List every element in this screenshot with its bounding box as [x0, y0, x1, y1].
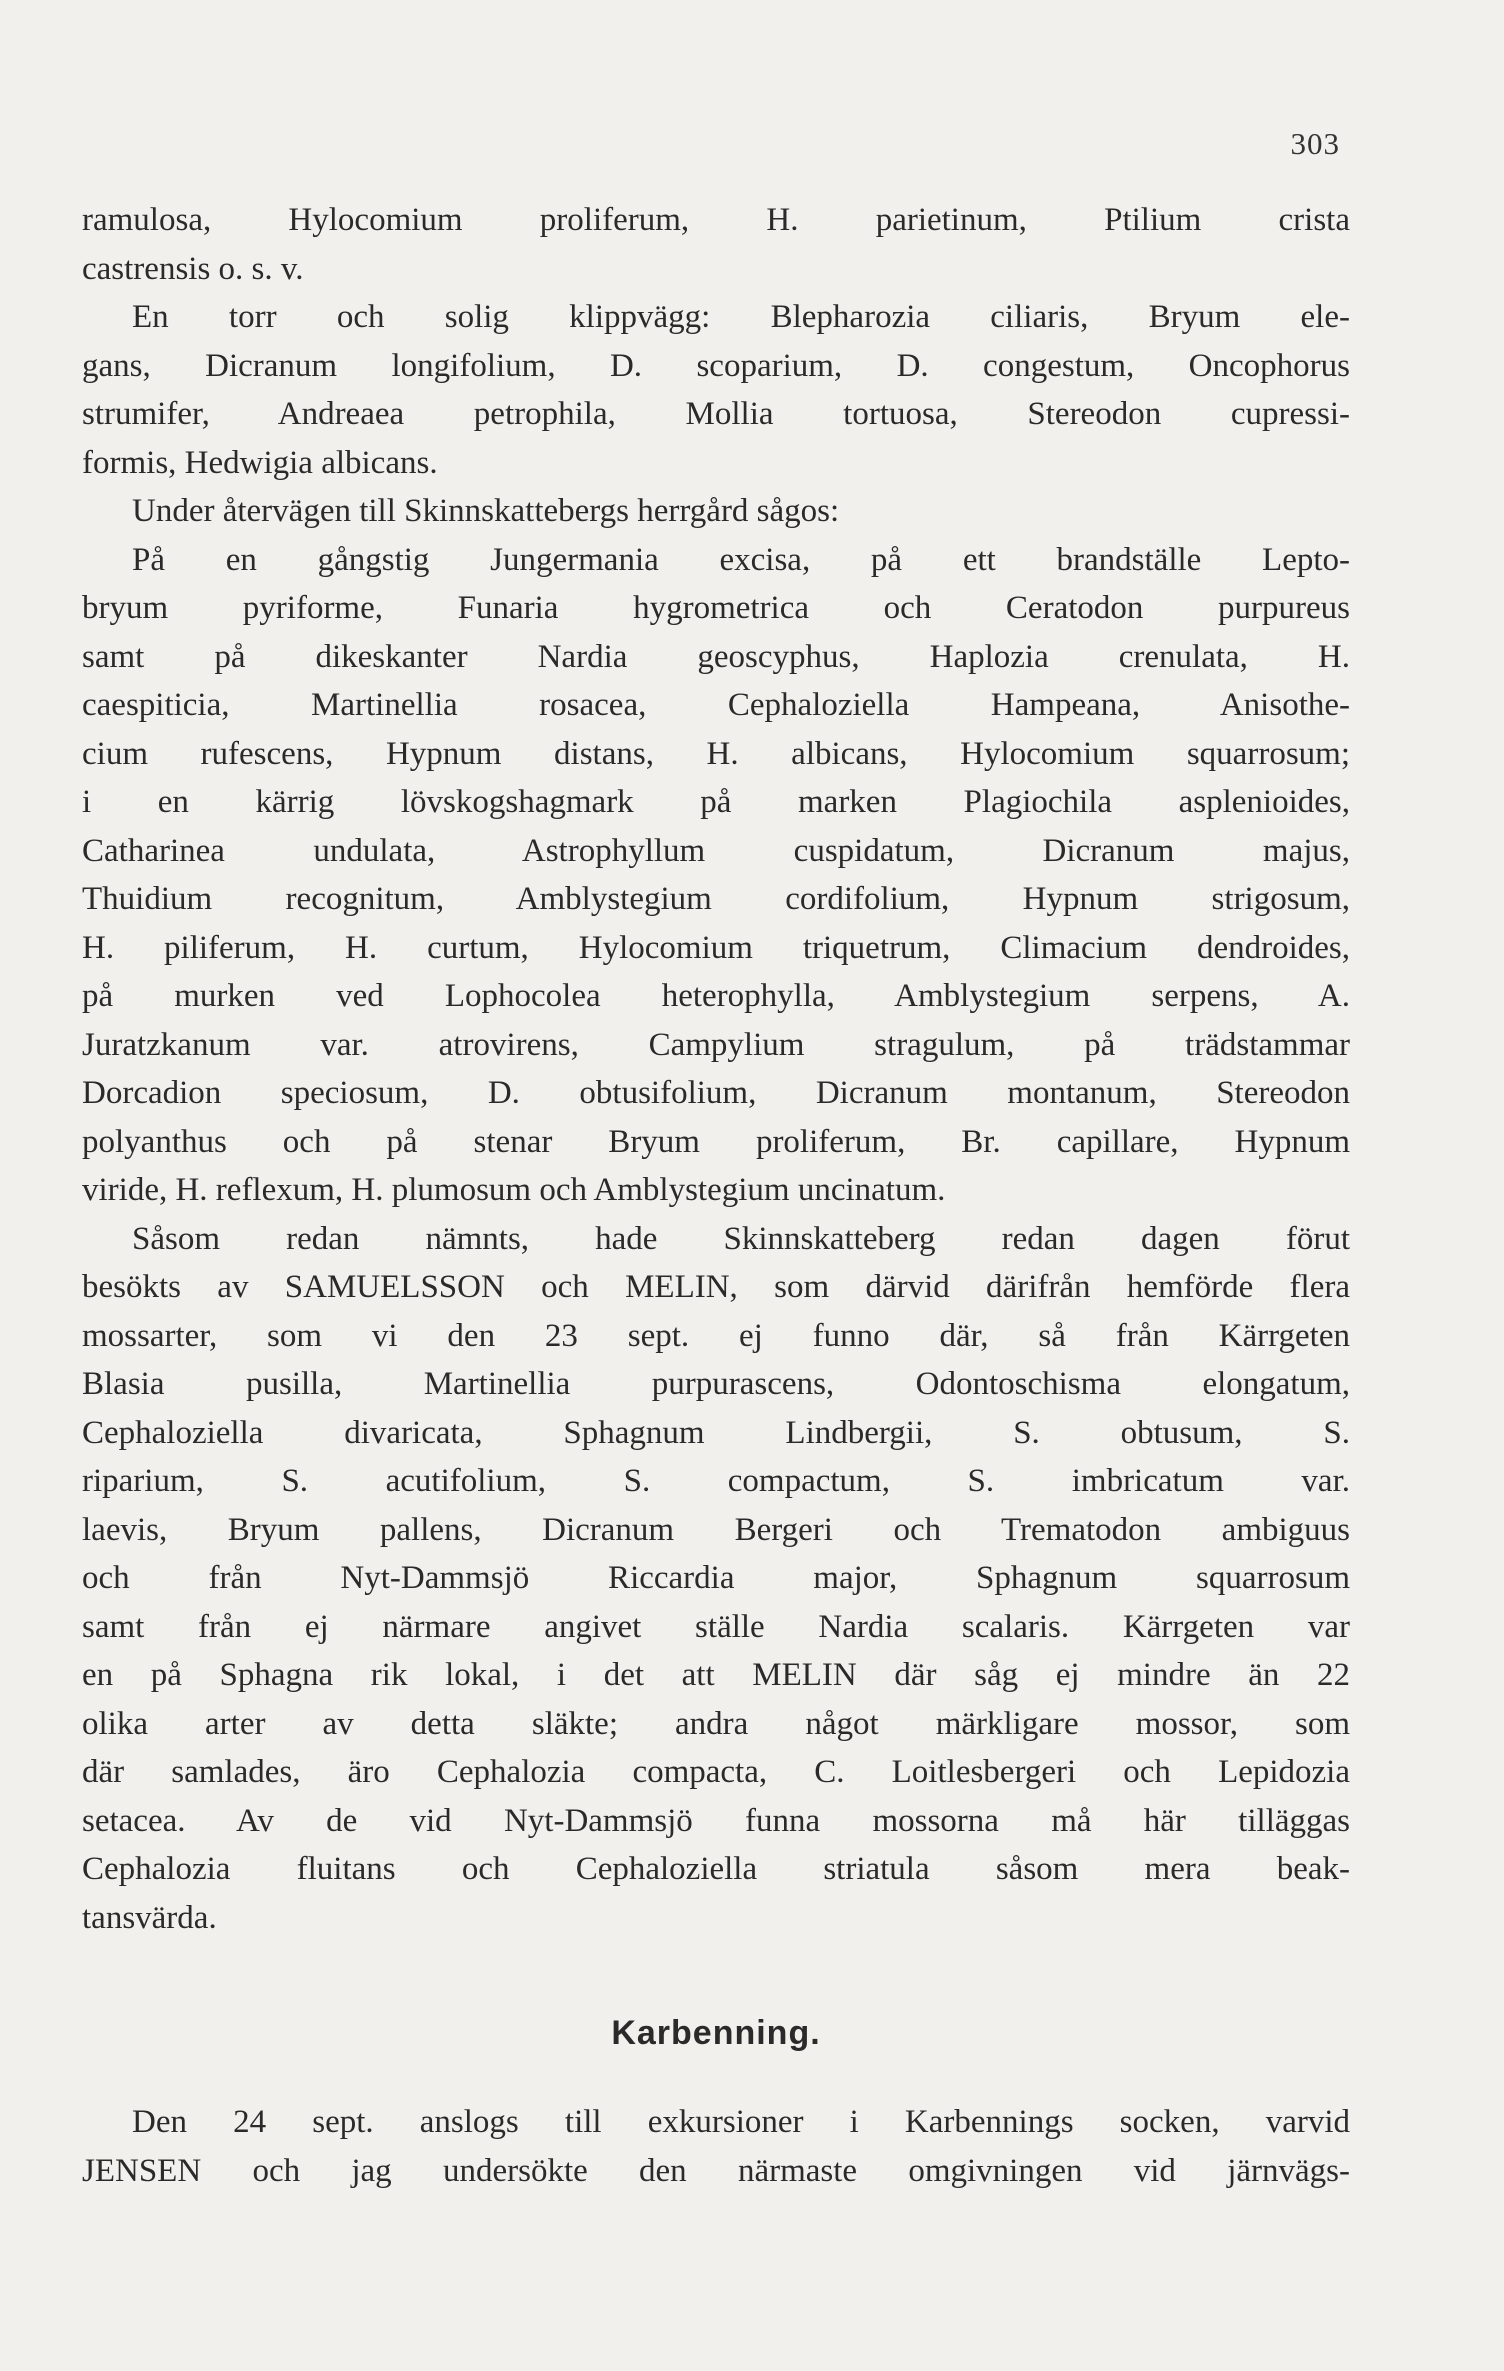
text-line: JENSEN och jag undersökte den närmaste omgivningen vid järnvägs- [82, 2152, 1350, 2189]
text-line: Under återvägen till Skinnskattebergs herrgård sågos: [132, 493, 840, 529]
text-line: caespiticia, Martinellia rosacea, Cephaloziella Hampeana, Anisothe- [82, 687, 1350, 723]
text-line: besökts av SAMUELSSON och MELIN, som därvid därifrån hemförde flera [82, 1269, 1350, 1305]
text-line: Juratzkanum var. atrovirens, Campylium stragulum, på trädstammar [82, 1026, 1350, 1063]
text-line: laevis, Bryum pallens, Dicranum Bergeri och Trematodon ambiguus [82, 1511, 1350, 1548]
text-line: cium rufescens, Hypnum distans, H. albicans, Hylocomium squarrosum; [82, 735, 1350, 772]
text-line: Cephalozia fluitans och Cephaloziella striatula såsom mera beak- [82, 1851, 1350, 1887]
text-line: Cephaloziella divaricata, Sphagnum Lindbergii, S. obtusum, S. [82, 1414, 1350, 1451]
text-line: samt på dikeskanter Nardia geoscyphus, Haplozia crenulata, H. [82, 638, 1350, 675]
text-line: Den 24 sept. anslogs till exkursioner i Karbennings socken, varvid [132, 2104, 1350, 2140]
body-text-continued [82, 2098, 1350, 2195]
text-line: samt från ej närmare angivet ställe Nardia scalaris. Kärrgeten var [82, 1608, 1350, 1645]
text-line: Catharinea undulata, Astrophyllum cuspidatum, Dicranum majus, [82, 832, 1350, 869]
text-line: mossarter, som vi den 23 sept. ej funno där, så från Kärrgeten [82, 1317, 1350, 1354]
text-line: riparium, S. acutifolium, S. compactum, S. imbricatum var. [82, 1463, 1350, 1499]
body-text [82, 196, 1350, 1942]
text-line: där samlades, äro Cephalozia compacta, C. Loitlesbergeri och Lepidozia [82, 1754, 1350, 1790]
text-line: och från Nyt-Dammsjö Riccardia major, Sphagnum squarrosum [82, 1560, 1350, 1596]
text-line: på murken ved Lophocolea heterophylla, Amblystegium serpens, A. [82, 978, 1350, 1014]
text-line: bryum pyriforme, Funaria hygrometrica och Ceratodon purpureus [82, 590, 1350, 626]
text-line: Blasia pusilla, Martinellia purpurascens, Odontoschisma elongatum, [82, 1366, 1350, 1402]
text-line: På en gångstig Jungermania excisa, på ett brandställe Lepto- [132, 541, 1350, 578]
text-line: en på Sphagna rik lokal, i det att MELIN där såg ej mindre än 22 [82, 1657, 1350, 1693]
text-line: En torr och solig klippvägg: Blepharozia ciliaris, Bryum ele- [132, 299, 1350, 335]
text-line: gans, Dicranum longifolium, D. scoparium, D. congestum, Oncophorus [82, 347, 1350, 384]
text-line: setacea. Av de vid Nyt-Dammsjö funna mossorna må här tilläggas [82, 1802, 1350, 1839]
text-line: strumifer, Andreaea petrophila, Mollia tortuosa, Stereodon cupressi- [82, 396, 1350, 432]
text-line: Dorcadion speciosum, D. obtusifolium, Dicranum montanum, Stereodon [82, 1075, 1350, 1111]
text-line: Thuidium recognitum, Amblystegium cordifolium, Hypnum strigosum, [82, 881, 1350, 917]
page-number: 303 [1290, 126, 1340, 161]
section-heading: Karbenning. [611, 2014, 821, 2052]
text-line: castrensis o. s. v. [82, 250, 304, 287]
text-line: H. piliferum, H. curtum, Hylocomium triquetrum, Climacium dendroides, [82, 929, 1350, 966]
text-line: formis, Hedwigia albicans. [82, 444, 438, 481]
text-line: polyanthus och på stenar Bryum proliferum, Br. capillare, Hypnum [82, 1123, 1350, 1160]
text-line: i en kärrig lövskogshagmark på marken Plagiochila asplenioides, [82, 784, 1350, 820]
text-line: tansvärda. [82, 1899, 217, 1936]
text-line: viride, H. reflexum, H. plumosum och Amblystegium uncinatum. [82, 1172, 946, 1208]
text-line: Såsom redan nämnts, hade Skinnskatteberg redan dagen förut [132, 1220, 1350, 1257]
text-line: ramulosa, Hylocomium proliferum, H. parietinum, Ptilium crista [82, 202, 1350, 238]
text-line: olika arter av detta släkte; andra något märkligare mossor, som [82, 1705, 1350, 1742]
